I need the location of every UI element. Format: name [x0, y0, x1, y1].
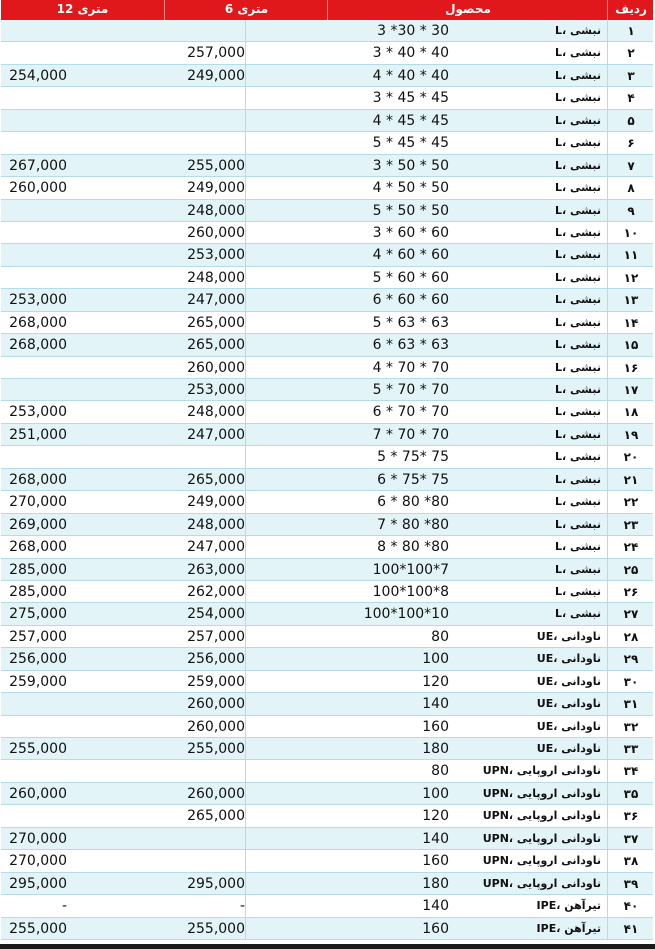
price-table	[1, 0, 653, 940]
row-price-12m: 269,000	[9, 516, 67, 533]
row-product-type: تیرآهن ،IPE	[536, 899, 601, 913]
row-price-12m: 285,000	[9, 583, 67, 600]
header-product: محصول	[327, 0, 608, 20]
table-row	[1, 379, 653, 401]
row-dimensions: 160	[422, 853, 449, 870]
row-price-6m	[164, 110, 246, 132]
row-price-12m: 270,000	[9, 853, 67, 870]
table-row	[1, 200, 653, 222]
row-price-12m: 259,000	[9, 673, 67, 690]
row-index: ۳۷	[607, 828, 654, 850]
row-index: ۲	[607, 42, 654, 64]
row-price-12m	[1, 379, 67, 401]
row-price-6m: 265,000	[164, 312, 246, 334]
row-price-6m: 256,000	[164, 648, 246, 670]
row-product-type: نبشی ،L	[555, 584, 601, 598]
table-row	[1, 132, 653, 154]
row-price-6m: 253,000	[164, 379, 246, 401]
row-product-type: نبشی ،L	[555, 248, 601, 262]
row-price-6m: 260,000	[164, 716, 246, 738]
row-dimensions: 6 * 70 * 70	[372, 404, 449, 421]
row-price-6m: 260,000	[164, 222, 246, 244]
table-row	[1, 65, 653, 87]
row-product-type: نبشی ،L	[555, 383, 601, 396]
row-price-6m: 247,000	[164, 424, 246, 446]
table-row	[1, 401, 653, 423]
row-price-6m: 255,000	[164, 738, 246, 760]
table-row	[1, 110, 653, 132]
row-dimensions: 4 * 40 * 40	[372, 67, 449, 84]
row-dimensions: 100*100*10	[363, 606, 449, 623]
table-row	[1, 334, 653, 356]
table-row	[1, 267, 653, 289]
table-row	[1, 244, 653, 266]
row-price-12m	[1, 357, 67, 379]
row-index: ۱۳	[607, 289, 654, 311]
row-index: ۵	[607, 110, 654, 132]
row-dimensions: 3 *30 * 30	[377, 23, 449, 39]
row-price-6m: 260,000	[164, 783, 246, 805]
table-header	[1, 0, 653, 20]
row-product-type: نبشی ،L	[555, 540, 601, 554]
table-row	[1, 760, 653, 782]
row-price-6m: 254,000	[164, 603, 246, 625]
row-product-type: نبشی ،L	[555, 270, 601, 284]
row-price-12m: 295,000	[9, 875, 67, 892]
row-product-type: ناودانی ،UE	[536, 742, 601, 755]
row-price-12m	[1, 132, 67, 154]
row-dimensions: 6 * 60 * 60	[372, 292, 449, 309]
row-index: ۱۵	[607, 334, 654, 356]
row-dimensions: 4 * 50 * 50	[372, 180, 449, 197]
table-row	[1, 312, 653, 334]
row-index: ۳۳	[607, 738, 654, 760]
header-price-12m: 12 متری	[56, 2, 109, 16]
row-price-12m: 253,000	[9, 292, 67, 309]
table-row	[1, 693, 653, 715]
row-price-12m: 251,000	[9, 426, 67, 443]
row-price-6m	[164, 760, 246, 782]
row-product-type: ناودانی اروپایی ،UPN	[482, 764, 601, 778]
row-product-type: ناودانی اروپایی ،UPN	[482, 786, 601, 800]
row-product-type: نبشی ،L	[555, 607, 601, 621]
table-row	[1, 446, 653, 468]
row-price-12m: 285,000	[9, 561, 67, 578]
row-dimensions: 180	[422, 875, 449, 892]
row-dimensions: 180	[422, 741, 449, 757]
table-row	[1, 716, 653, 738]
row-price-6m: 247,000	[164, 289, 246, 311]
row-price-6m: 253,000	[164, 244, 246, 266]
table-row	[1, 20, 653, 42]
row-price-6m	[164, 87, 246, 109]
table-row	[1, 626, 653, 648]
table-row	[1, 873, 653, 895]
row-price-6m: 260,000	[164, 357, 246, 379]
table-row	[1, 536, 653, 558]
row-price-12m: 256,000	[9, 651, 67, 668]
row-price-12m	[1, 267, 67, 289]
bottom-edge	[0, 944, 655, 949]
row-index: ۱۲	[607, 267, 654, 289]
row-dimensions: 160	[422, 718, 449, 735]
row-dimensions: 5 * 45 * 45	[372, 135, 449, 152]
row-product-type: ناودانی اروپایی ،UPN	[482, 809, 601, 823]
row-index: ۱۷	[607, 379, 654, 401]
row-index: ۳۱	[607, 693, 654, 715]
table-row	[1, 42, 653, 64]
row-dimensions: 4 * 45 * 45	[372, 112, 449, 129]
table-row	[1, 559, 653, 581]
row-dimensions: 4 * 70 * 70	[372, 359, 449, 376]
row-price-6m: 257,000	[164, 42, 246, 64]
row-index: ۲۸	[607, 626, 654, 648]
row-price-12m	[1, 716, 67, 738]
table-row	[1, 514, 653, 536]
row-dimensions: 5 * 60 * 60	[372, 269, 449, 286]
row-price-12m: 267,000	[9, 157, 67, 174]
row-product-type: نبشی ،L	[555, 181, 601, 195]
row-dimensions: 6 * 80 *80	[377, 494, 449, 511]
table-row	[1, 424, 653, 446]
row-index: ۲۹	[607, 648, 654, 670]
table-row	[1, 581, 653, 603]
table-row	[1, 648, 653, 670]
row-price-12m: 268,000	[9, 337, 67, 354]
row-dimensions: 3 * 50 * 50	[372, 157, 449, 174]
row-dimensions: 140	[422, 830, 449, 847]
row-price-12m	[1, 805, 67, 827]
row-index: ۲۲	[607, 491, 654, 513]
row-dimensions: 8 * 80 *80	[377, 539, 449, 556]
row-index: ۲۴	[607, 536, 654, 558]
row-product-type: تیرآهن ،IPE	[536, 921, 601, 935]
row-price-12m: 255,000	[9, 920, 67, 937]
table-row	[1, 783, 653, 805]
header-index: ردیف	[607, 0, 654, 20]
row-price-12m	[1, 87, 67, 109]
row-index: ۱۴	[607, 312, 654, 334]
row-price-6m: 257,000	[164, 626, 246, 648]
row-price-12m: 270,000	[9, 494, 67, 511]
row-index: ۲۷	[607, 603, 654, 625]
row-price-6m: 265,000	[164, 334, 246, 356]
header-price-6m: 6 متری	[164, 0, 328, 20]
table-row	[1, 222, 653, 244]
table-row	[1, 671, 653, 693]
row-product-type: نبشی ،L	[555, 293, 601, 307]
row-product-type: نبشی ،L	[555, 338, 601, 352]
row-dimensions: 100	[422, 651, 449, 668]
row-price-6m: 248,000	[164, 200, 246, 222]
row-price-6m: 249,000	[164, 177, 246, 199]
row-product-type: نبشی ،L	[555, 46, 601, 60]
row-product-type: نبشی ،L	[555, 24, 601, 37]
table-row	[1, 469, 653, 491]
row-product-type: نبشی ،L	[555, 136, 601, 150]
row-dimensions: 100	[422, 785, 449, 802]
row-product-type: نبشی ،L	[555, 405, 601, 419]
row-index: ۸	[607, 177, 654, 199]
row-dimensions: 5 * 63 * 63	[372, 314, 449, 331]
row-index: ۴۰	[607, 895, 654, 917]
row-index: ۲۱	[607, 469, 654, 491]
row-dimensions: 7 * 70 * 70	[372, 426, 449, 443]
row-price-6m: 247,000	[164, 536, 246, 558]
row-index: ۳۵	[607, 783, 654, 805]
row-product-type: نبشی ،L	[555, 203, 601, 217]
row-product-type: ناودانی ،UE	[536, 719, 601, 733]
row-product-type: نبشی ،L	[555, 472, 601, 486]
row-dimensions: 100*100*8	[372, 583, 449, 600]
table-row	[1, 895, 653, 917]
table-row	[1, 491, 653, 513]
table-row	[1, 155, 653, 177]
row-price-6m: 260,000	[164, 693, 246, 715]
row-price-6m: 263,000	[164, 559, 246, 581]
table-row	[1, 850, 653, 872]
row-price-6m: 295,000	[164, 873, 246, 895]
row-index: ۱۰	[607, 222, 654, 244]
row-price-12m	[1, 42, 67, 64]
row-price-6m	[164, 20, 246, 42]
row-dimensions: 140	[422, 696, 449, 713]
row-dimensions: 120	[422, 808, 449, 825]
table-row	[1, 738, 653, 760]
row-product-type: ناودانی ،UE	[536, 697, 601, 711]
row-index: ۳۹	[607, 873, 654, 895]
row-dimensions: 7 * 80 *80	[377, 516, 449, 533]
row-price-6m: 249,000	[164, 65, 246, 87]
row-price-12m	[1, 200, 67, 222]
row-price-12m	[1, 110, 67, 132]
row-index: ۳۶	[607, 805, 654, 827]
table-row	[1, 87, 653, 109]
row-price-6m: 248,000	[164, 401, 246, 423]
row-index: ۳۴	[607, 760, 654, 782]
row-dimensions: 4 * 60 * 60	[372, 247, 449, 264]
row-dimensions: 120	[422, 673, 449, 690]
row-price-6m: 248,000	[164, 514, 246, 536]
row-index: ۲۰	[607, 446, 654, 468]
row-price-6m	[164, 828, 246, 850]
row-dimensions: 3 * 60 * 60	[372, 224, 449, 241]
row-price-12m: 268,000	[9, 471, 67, 488]
row-dimensions: 5 * 70 * 70	[372, 382, 449, 398]
row-index: ۱	[607, 20, 654, 42]
row-dimensions: 5 * 50 * 50	[372, 202, 449, 219]
row-price-12m: 253,000	[9, 404, 67, 421]
row-price-12m: 255,000	[9, 741, 67, 757]
table-row	[1, 805, 653, 827]
row-product-type: ناودانی ،UE	[536, 674, 601, 688]
row-price-12m: -	[61, 898, 67, 915]
row-index: ۶	[607, 132, 654, 154]
row-price-12m	[1, 693, 67, 715]
row-dimensions: 3 * 40 * 40	[372, 45, 449, 62]
row-product-type: نبشی ،L	[555, 562, 601, 576]
row-product-type: نبشی ،L	[555, 113, 601, 127]
row-product-type: نبشی ،L	[555, 360, 601, 374]
row-price-12m: 260,000	[9, 785, 67, 802]
row-price-6m: 262,000	[164, 581, 246, 603]
table-row	[1, 177, 653, 199]
row-product-type: نبشی ،L	[555, 315, 601, 329]
row-price-12m	[1, 446, 67, 468]
row-price-12m: 268,000	[9, 539, 67, 556]
row-dimensions: 6 * 63 * 63	[372, 337, 449, 354]
row-index: ۳۲	[607, 716, 654, 738]
row-price-12m	[1, 20, 67, 42]
row-dimensions: 100*100*7	[372, 561, 449, 578]
row-price-6m: 265,000	[164, 805, 246, 827]
row-dimensions: 160	[422, 920, 449, 937]
row-product-type: نبشی ،L	[555, 158, 601, 172]
row-price-12m: 268,000	[9, 314, 67, 331]
row-price-12m: 270,000	[9, 830, 67, 847]
row-price-12m: 275,000	[9, 606, 67, 623]
row-price-6m: 255,000	[164, 155, 246, 177]
table-body	[1, 20, 653, 940]
row-price-6m	[164, 850, 246, 872]
table-row	[1, 603, 653, 625]
row-index: ۴	[607, 87, 654, 109]
row-index: ۱۹	[607, 424, 654, 446]
row-index: ۲۵	[607, 559, 654, 581]
row-price-12m	[1, 760, 67, 782]
row-dimensions: 3 * 45 * 45	[372, 90, 449, 107]
row-price-12m: 257,000	[9, 628, 67, 645]
table-row	[1, 357, 653, 379]
row-product-type: ناودانی ،UE	[536, 629, 601, 643]
row-product-type: ناودانی ،UE	[536, 652, 601, 666]
row-index: ۲۶	[607, 581, 654, 603]
row-product-type: نبشی ،L	[555, 427, 601, 441]
row-dimensions: 6 * 75* 75	[377, 471, 449, 488]
row-product-type: ناودانی اروپایی ،UPN	[482, 831, 601, 845]
row-price-12m: 260,000	[9, 180, 67, 197]
row-price-6m: -	[164, 895, 246, 917]
row-price-12m	[1, 244, 67, 266]
row-price-6m: 255,000	[164, 918, 246, 940]
row-price-12m	[1, 222, 67, 244]
row-price-6m: 259,000	[164, 671, 246, 693]
row-index: ۲۳	[607, 514, 654, 536]
row-product-type: نبشی ،L	[555, 450, 601, 464]
row-dimensions: 80	[431, 763, 449, 780]
row-price-6m	[164, 132, 246, 154]
row-product-type: ناودانی اروپایی ،UPN	[482, 854, 601, 868]
row-price-6m: 249,000	[164, 491, 246, 513]
row-product-type: نبشی ،L	[555, 225, 601, 239]
row-index: ۱۸	[607, 401, 654, 423]
row-index: ۱۶	[607, 357, 654, 379]
row-dimensions: 80	[431, 628, 449, 645]
row-dimensions: 140	[422, 898, 449, 915]
row-product-type: نبشی ،L	[555, 495, 601, 509]
row-index: ۱۱	[607, 244, 654, 266]
row-product-type: نبشی ،L	[555, 517, 601, 531]
row-price-6m: 248,000	[164, 267, 246, 289]
row-index: ۴۱	[607, 918, 654, 940]
row-price-6m	[164, 446, 246, 468]
row-product-type: نبشی ،L	[555, 91, 601, 105]
row-price-12m: 254,000	[9, 67, 67, 84]
row-product-type: نبشی ،L	[555, 68, 601, 82]
row-product-type: ناودانی اروپایی ،UPN	[482, 876, 601, 890]
row-index: ۳۸	[607, 850, 654, 872]
table-row	[1, 828, 653, 850]
row-index: ۳	[607, 65, 654, 87]
row-index: ۳۰	[607, 671, 654, 693]
row-index: ۹	[607, 200, 654, 222]
table-row	[1, 918, 653, 940]
row-price-6m: 265,000	[164, 469, 246, 491]
row-dimensions: 5 * 75* 75	[377, 449, 449, 466]
row-index: ۷	[607, 155, 654, 177]
table-row	[1, 289, 653, 311]
